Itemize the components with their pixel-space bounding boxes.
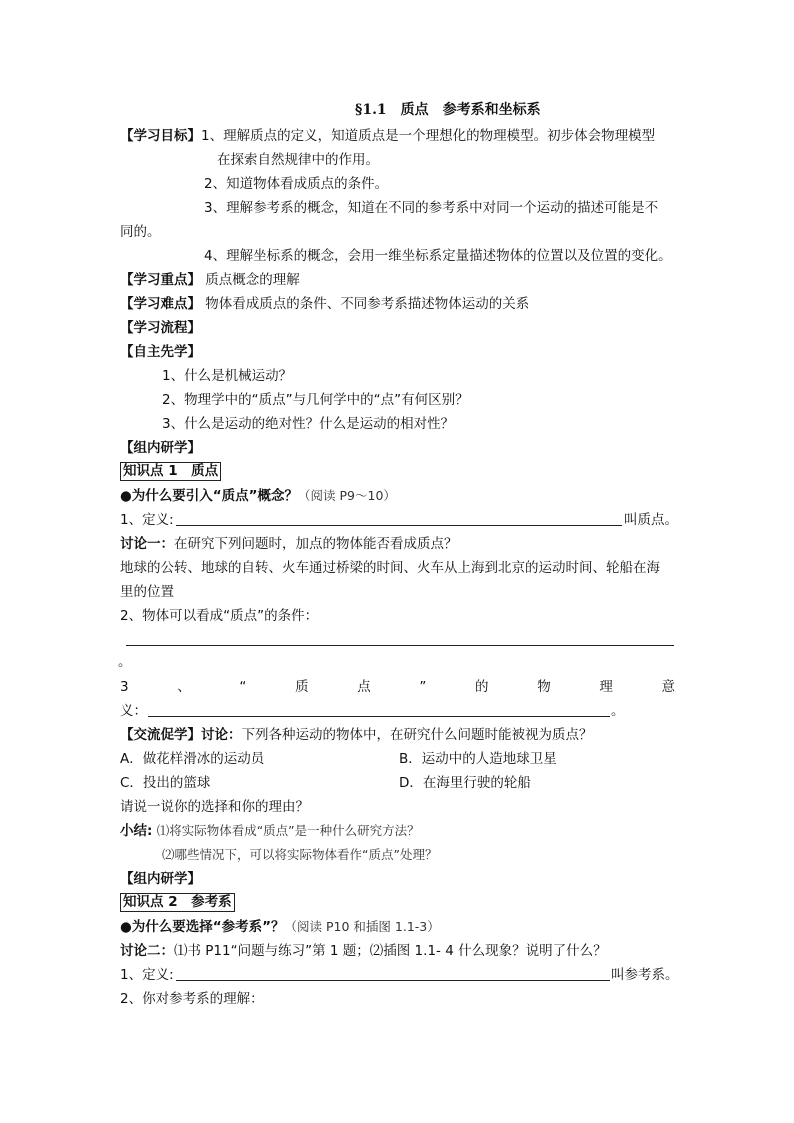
discussion-1-text: 在研究下列问题时，加点的物体能否看成质点？ bbox=[174, 536, 458, 552]
goal-3-line-1: 3、理解参考系的概念，知道在不同的参考系中对同一个运动的描述可能是不 bbox=[204, 200, 659, 216]
k1-meaning-prefix: 义： bbox=[120, 703, 147, 719]
meaning-char: 点 bbox=[357, 679, 371, 695]
meaning-char: 意 bbox=[661, 679, 675, 695]
learning-goals bbox=[120, 127, 655, 145]
k1-meaning-line bbox=[120, 678, 675, 696]
goal-3-line-2: 同的。 bbox=[120, 224, 161, 240]
page-title: §1.1 质点 参考系和坐标系 bbox=[355, 102, 541, 118]
summary-1-text: ⑴将实际物体看成“质点”是一种什么研究方法？ bbox=[156, 823, 420, 838]
knowledge-point-1-box: 知识点 1 质点 bbox=[120, 462, 221, 481]
k2-definition-prefix: 1、定义: bbox=[120, 967, 174, 983]
option-a: A．做花样滑冰的运动员 bbox=[120, 751, 265, 767]
preview-question-1: 1、什么是机械运动？ bbox=[162, 368, 293, 384]
key-point bbox=[120, 271, 300, 289]
discussion-1-items-line-1: 地球的公转、地球的自转、火车通过桥梁的时间、火车从上海到北京的运动时间、轮船在海 bbox=[120, 560, 660, 576]
exchange-ask: 请说一说你的选择和你的理由？ bbox=[120, 799, 309, 815]
k1-question bbox=[120, 487, 396, 505]
k1-definition-suffix: 叫质点。 bbox=[624, 512, 678, 528]
exchange-discussion bbox=[120, 726, 593, 744]
k1-condition-period: 。 bbox=[118, 654, 132, 670]
group-study-heading: 【组内研学】 bbox=[120, 440, 201, 456]
difficulty bbox=[120, 295, 529, 313]
k2-understanding: 2、你对参考系的理解： bbox=[120, 991, 264, 1007]
k1-meaning-blank[interactable] bbox=[148, 716, 610, 717]
option-d: D．在海里行驶的轮船 bbox=[399, 775, 531, 791]
learning-goals-label: 【学习目标】 bbox=[120, 128, 201, 144]
discussion-2-text: ⑴书 P11“问题与练习”第 1 题；⑵插图 1.1- 4 什么现象？说明了什么？ bbox=[174, 943, 607, 959]
knowledge-point-1 bbox=[120, 462, 221, 481]
option-c: C．投出的篮球 bbox=[120, 775, 211, 791]
discussion-1-label: 讨论一： bbox=[120, 536, 174, 552]
knowledge-point-2 bbox=[120, 893, 235, 912]
self-study-heading: 【自主先学】 bbox=[120, 344, 201, 360]
meaning-char: 3 bbox=[120, 679, 129, 695]
difficulty-text: 物体看成质点的条件、不同参考系描述物体运动的关系 bbox=[205, 296, 530, 312]
k2-question bbox=[120, 918, 440, 936]
summary-2-text: ⑵哪些情况下，可以将实际物体看作“质点”处理？ bbox=[162, 847, 438, 862]
preview-question-2: 2、物理学中的“质点”与几何学中的“点”有何区别？ bbox=[162, 392, 469, 408]
k1-condition-blank[interactable] bbox=[126, 645, 674, 646]
discussion-1-items-line-2: 里的位置 bbox=[120, 584, 174, 600]
k2-definition-blank[interactable] bbox=[176, 980, 610, 981]
k1-definition-prefix: 1、定义: bbox=[120, 512, 174, 528]
group-study-heading-2: 【组内研学】 bbox=[120, 871, 201, 887]
k1-question-bold: ●为什么要引入“质点”概念？ bbox=[120, 488, 299, 504]
goal-2: 2、知道物体看成质点的条件。 bbox=[204, 176, 389, 192]
meaning-char: 、 bbox=[177, 679, 191, 695]
k1-definition-blank[interactable] bbox=[176, 525, 622, 526]
discussion-1 bbox=[120, 535, 458, 553]
meaning-char: 质 bbox=[295, 679, 309, 695]
exchange-label: 【交流促学】 bbox=[120, 727, 201, 743]
goal-1-line-1: 1、理解质点的定义，知道质点是一个理想化的物理模型。初步体会物理模型 bbox=[201, 128, 656, 144]
summary-1 bbox=[120, 822, 420, 840]
knowledge-point-2-box: 知识点 2 参考系 bbox=[120, 893, 235, 912]
option-b: B．运动中的人造地球卫星 bbox=[399, 751, 557, 767]
discussion-2 bbox=[120, 942, 607, 960]
k1-condition: 2、物体可以看成“质点”的条件： bbox=[120, 608, 319, 624]
k2-definition-suffix: 叫参考系。 bbox=[611, 967, 679, 983]
key-point-label: 【学习重点】 bbox=[120, 272, 201, 288]
preview-question-3: 3、什么是运动的绝对性？什么是运动的相对性？ bbox=[162, 416, 455, 432]
exchange-discussion-label: 讨论： bbox=[201, 727, 242, 743]
summary-label: 小结: bbox=[120, 823, 153, 839]
learning-process-heading: 【学习流程】 bbox=[120, 320, 201, 336]
k2-question-bold: ●为什么要选择“参考系”？ bbox=[120, 919, 285, 935]
k1-reading-note: （阅读 P9～10） bbox=[298, 488, 396, 503]
key-point-text: 质点概念的理解 bbox=[205, 272, 300, 288]
goal-4: 4、理解坐标系的概念，会用一维坐标系定量描述物体的位置以及位置的变化。 bbox=[204, 248, 672, 264]
meaning-char: ” bbox=[419, 679, 427, 695]
k1-meaning-suffix: 。 bbox=[611, 703, 625, 719]
meaning-char: 理 bbox=[599, 679, 613, 695]
difficulty-label: 【学习难点】 bbox=[120, 296, 201, 312]
meaning-char: 的 bbox=[475, 679, 489, 695]
discussion-2-label: 讨论二： bbox=[120, 943, 174, 959]
meaning-char: 物 bbox=[537, 679, 551, 695]
meaning-char: “ bbox=[239, 679, 247, 695]
exchange-discussion-text: 下列各种运动的物体中，在研究什么问题时能被视为质点？ bbox=[241, 727, 593, 743]
goal-1-line-2: 在探索自然规律中的作用。 bbox=[217, 152, 379, 168]
k2-reading-note: （阅读 P10 和插图 1.1-3） bbox=[284, 919, 440, 934]
